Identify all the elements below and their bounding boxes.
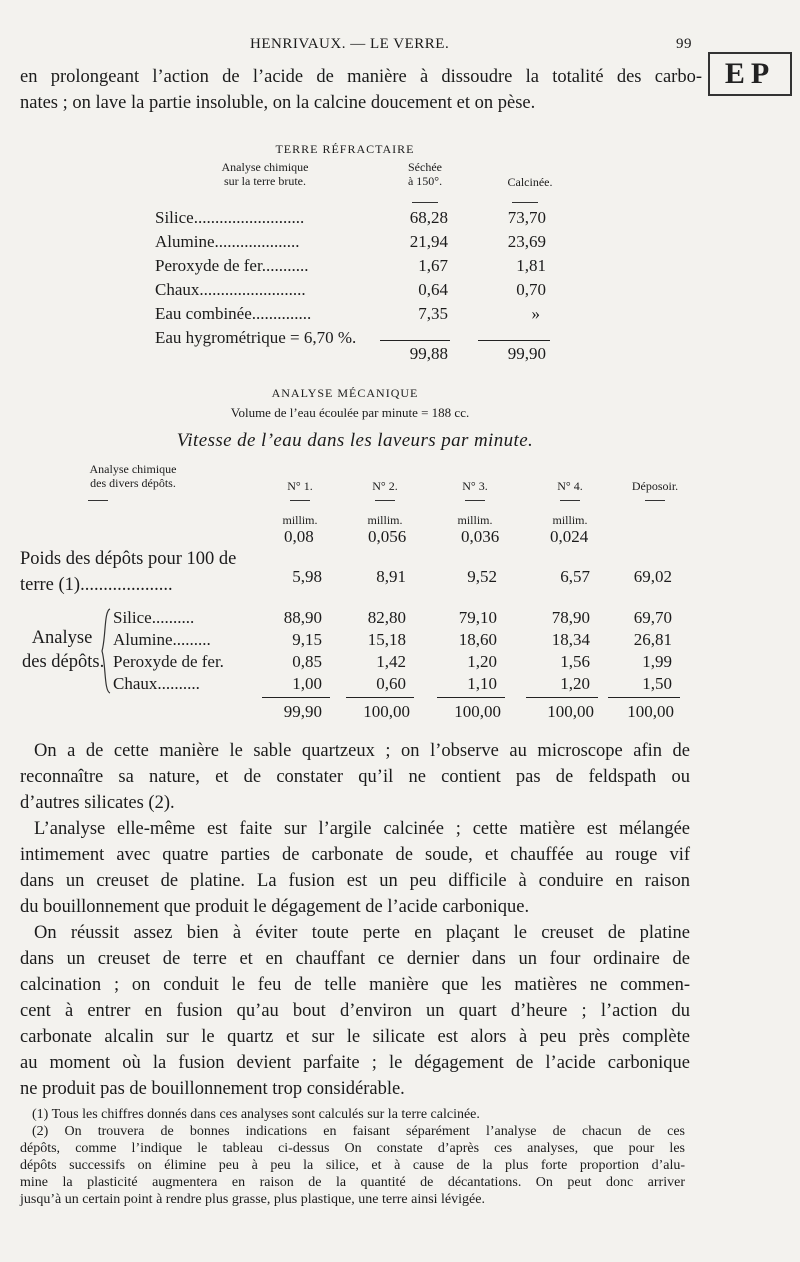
body-line: carbonate alcalin sur le quartz et sur le silicate est alors à peu près complète — [20, 1027, 690, 1047]
footnote-line: (1) Tous les chiffres donnés dans ces analyses sont calculés sur la terre calcinée. — [32, 1107, 480, 1122]
table1-value: 0,70 — [516, 280, 546, 299]
header-dash — [512, 202, 538, 203]
table1-col3-header: Calcinée. — [507, 175, 553, 189]
body-line: On réussit assez bien à éviter toute perte en plaçant le creuset de platine — [34, 923, 690, 943]
header-dash — [465, 500, 485, 501]
leader-dots: .................... — [214, 232, 300, 251]
footnote-line: mine la plasticité augmentera en raison de la quantité de décantations. On peut donc arriver — [20, 1175, 685, 1190]
header-line: Analyse chimique — [221, 160, 309, 174]
total-rule — [262, 697, 330, 698]
analysis-value: 0,85 — [292, 652, 322, 671]
table1-title: TERRE RÉFRACTAIRE — [275, 142, 415, 156]
table2-corner — [68, 462, 198, 490]
analysis-value: 15,18 — [367, 630, 406, 649]
leader-dots: .......................... — [193, 208, 305, 227]
analysis-label: Chaux.......... — [113, 674, 200, 693]
speed-value: 0,08 — [284, 527, 314, 546]
body-line: calcination ; on conduit le feu de telle manière que les matières ne commen- — [20, 975, 690, 995]
analysis-value: 0,60 — [376, 674, 406, 693]
col-header: N° 3. — [462, 479, 488, 493]
analysis-label: Peroxyde de fer. — [113, 652, 224, 671]
speed-value: 0,024 — [550, 527, 589, 546]
corner-line: des divers dépôts. — [90, 476, 176, 490]
analysis-value: 1,20 — [560, 674, 590, 693]
analysis-total: 100,00 — [363, 702, 410, 721]
total-rule — [526, 697, 598, 698]
speed-value: 0,036 — [461, 527, 500, 546]
poids-value: 6,57 — [560, 567, 590, 586]
body-line: au moment où la fusion devient parfaite ; le dégagement de l’acide carbonique — [20, 1053, 690, 1073]
unit-label: millim. — [367, 513, 403, 527]
table1-row — [155, 232, 300, 252]
analysis-total: 100,00 — [627, 702, 674, 721]
table2-title: ANALYSE MÉCANIQUE — [271, 386, 419, 400]
poids-value: 69,02 — [633, 567, 672, 586]
running-title: HENRIVAUX. — LE VERRE. — [250, 36, 450, 52]
row-label: Alumine — [155, 232, 215, 251]
leader-dots: ........... — [261, 256, 309, 275]
col-header: N° 4. — [557, 479, 583, 493]
body-line: ne produit pas de bouillonnement trop considérable. — [20, 1079, 405, 1099]
analysis-value: 18,60 — [458, 630, 497, 649]
table1-value: 1,67 — [418, 256, 448, 275]
poids-label — [20, 546, 236, 598]
header-dash — [88, 500, 108, 501]
total-rule — [346, 697, 414, 698]
col-header: N° 1. — [287, 479, 313, 493]
total-rule — [478, 340, 550, 341]
analysis-value: 1,10 — [467, 674, 497, 693]
footnote-line: dépôts, comme l’indique le tableau ci-dessus On constate d’après ces analyses, que pour les — [20, 1141, 685, 1156]
row-label: Eau combinée — [155, 304, 252, 323]
table1-row — [155, 208, 304, 228]
body-line: intimement avec quatre parties de carbonate de soude, et chauffée au rouge vif — [20, 845, 690, 865]
poids-line: terre (1).................... — [20, 575, 173, 595]
table1-value: 68,28 — [409, 208, 448, 227]
analysis-value: 9,15 — [292, 630, 322, 649]
unit-label: millim. — [457, 513, 493, 527]
body-line: On a de cette manière le sable quartzeux ; on l’observe au microscope afin de — [34, 741, 690, 761]
analysis-value: 78,90 — [551, 608, 590, 627]
unit-label: millim. — [552, 513, 588, 527]
table1-row — [155, 256, 308, 276]
analysis-total: 100,00 — [454, 702, 501, 721]
analysis-value: 1,00 — [292, 674, 322, 693]
side-line: Analyse — [31, 628, 93, 648]
header-line: Séchée — [408, 160, 442, 174]
table1-value: 7,35 — [418, 304, 448, 323]
corner-line: Analyse chimique — [89, 462, 177, 476]
table1-value: 0,64 — [418, 280, 448, 299]
intro-line: en prolongeant l’action de l’acide de manière à dissoudre la totalité des carbo- — [20, 67, 702, 87]
table1-row — [155, 280, 306, 300]
table1-value: 23,69 — [507, 232, 546, 251]
body-text — [20, 738, 690, 1102]
body-line: dans un creuset de platine. La fusion est un peu difficile à conduire en raison — [20, 871, 690, 891]
footnote-line: dépôts successifs on élimine peu à peu la silice, et à cause de la plus forte proportion d’alu- — [20, 1158, 685, 1173]
table1-col2-header — [395, 160, 455, 188]
row-label: Chaux — [155, 280, 200, 299]
col-header: N° 2. — [372, 479, 398, 493]
table2-subtitle: Volume de l’eau écoulée par minute = 188 cc. — [230, 405, 470, 420]
analysis-value: 1,99 — [642, 652, 672, 671]
footnote-line: (2) On trouvera de bonnes indications en faisant séparément l’analyse de chacun de ces — [32, 1124, 685, 1139]
poids-value: 8,91 — [376, 567, 406, 586]
body-line: L’analyse elle-même est faite sur l’argile calcinée ; cette matière est mélangée — [34, 819, 690, 839]
header-dash — [412, 202, 438, 203]
total-rule — [380, 340, 450, 341]
speed-value: 0,056 — [368, 527, 407, 546]
analysis-value: 1,56 — [560, 652, 590, 671]
side-label — [22, 626, 105, 674]
table1-value: 1,81 — [516, 256, 546, 275]
header-dash — [645, 500, 665, 501]
analysis-value: 82,80 — [367, 608, 406, 627]
analysis-value: 1,50 — [642, 674, 672, 693]
analysis-label: Silice.......... — [113, 608, 195, 627]
analysis-total: 99,90 — [283, 702, 322, 721]
row-label: Peroxyde de fer — [155, 256, 262, 275]
row-label: Silice — [155, 208, 194, 227]
table1-value: 21,94 — [409, 232, 448, 251]
intro-paragraph — [20, 64, 702, 116]
analysis-value: 69,70 — [633, 608, 672, 627]
poids-line: Poids des dépôts pour 100 de — [20, 549, 237, 569]
table1-total: 99,88 — [409, 344, 448, 363]
header-dash — [290, 500, 310, 501]
footnotes — [20, 1106, 685, 1208]
body-line: dans un creuset de terre et en chauffant ce dernier dans un four ordinaire de — [20, 949, 690, 969]
body-line: cent à entrer en fusion qu’au bout d’environ un quart d’heure ; l’action du — [20, 1001, 690, 1021]
header-dash — [375, 500, 395, 501]
poids-value: 9,52 — [467, 567, 497, 586]
table1-hygro: Eau hygrométrique = 6,70 %. — [155, 328, 357, 347]
library-stamp: EP — [708, 52, 792, 96]
table1-row — [155, 304, 311, 324]
table1-value: 73,70 — [507, 208, 546, 227]
header-line: sur la terre brute. — [224, 174, 306, 188]
analysis-total: 100,00 — [547, 702, 594, 721]
analysis-value: 88,90 — [283, 608, 322, 627]
intro-line: nates ; on lave la partie insoluble, on la calcine doucement et on pèse. — [20, 93, 536, 113]
body-line: reconnaître sa nature, et de constater qu’il ne contient pas de feldspath ou — [20, 767, 690, 787]
header-dash — [560, 500, 580, 501]
analysis-value: 18,34 — [551, 630, 590, 649]
total-rule — [437, 697, 505, 698]
table1-value: » — [531, 304, 540, 323]
analysis-value: 1,20 — [467, 652, 497, 671]
unit-label: millim. — [282, 513, 318, 527]
leader-dots: .............. — [251, 304, 312, 323]
page-number: 99 — [676, 36, 692, 52]
col-header: Déposoir. — [631, 479, 679, 493]
table1-col1-header — [190, 160, 340, 188]
poids-value: 5,98 — [292, 567, 322, 586]
analysis-label: Alumine......... — [113, 630, 211, 649]
table1-total: 99,90 — [507, 344, 546, 363]
analysis-value: 79,10 — [458, 608, 497, 627]
left-brace — [98, 607, 114, 695]
total-rule — [608, 697, 680, 698]
body-line: d’autres silicates (2). — [20, 793, 175, 813]
analysis-value: 26,81 — [633, 630, 672, 649]
header-line: à 150°. — [407, 174, 443, 188]
body-line: du bouillonnement que produit le dégagement de l’acide carbonique. — [20, 897, 530, 917]
leader-dots: ......................... — [199, 280, 306, 299]
analysis-value: 1,42 — [376, 652, 406, 671]
footnote-line: jusqu’à un certain point à rendre plus grasse, plus plastique, une terre ainsi lévigée. — [20, 1192, 485, 1207]
table2-heading: Vitesse de l’eau dans les laveurs par minute. — [176, 430, 534, 451]
side-line: des dépôts. — [22, 652, 105, 672]
